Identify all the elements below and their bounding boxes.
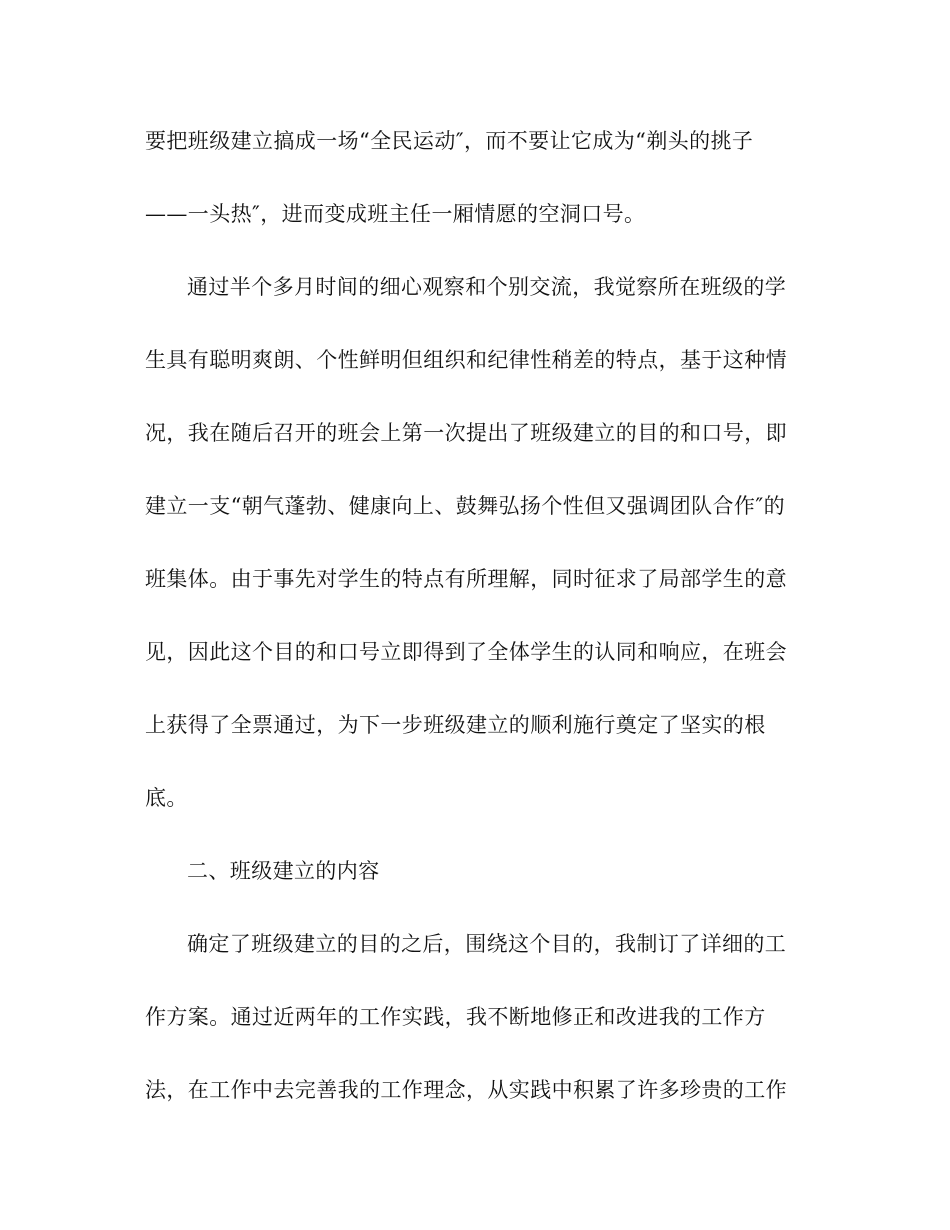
text-line: 建立一支“朝气蓬勃、健康向上、鼓舞弘扬个性但又强调团队合作″的 xyxy=(145,494,785,518)
text-line: 况，我在随后召开的班会上第一次提出了班级建立的目的和口号，即 xyxy=(145,421,787,445)
text-line: 作方案。通过近两年的工作实践，我不断地修正和改进我的工作方 xyxy=(145,1005,766,1029)
text-line: 班集体。由于事先对学生的特点有所理解，同时征求了局部学生的意 xyxy=(145,567,787,591)
paragraph-start-line: 通过半个多月时间的细心观察和个别交流，我觉察所在班级的学 xyxy=(187,275,787,299)
paragraph-start-line: 确定了班级建立的目的之后，围绕这个目的，我制订了详细的工 xyxy=(187,932,787,956)
text-line: 底。 xyxy=(145,786,188,810)
section-heading: 二、班级建立的内容 xyxy=(187,859,380,883)
text-line: 生具有聪明爽朗、个性鲜明但组织和纪律性稍差的特点，基于这种情 xyxy=(145,348,787,372)
text-line: 法，在工作中去完善我的工作理念，从实践中积累了许多珍贵的工作 xyxy=(145,1078,787,1102)
text-line: ——一头热″，进而变成班主任一厢情愿的空洞口号。 xyxy=(145,202,646,226)
text-line: 上获得了全票通过，为下一步班级建立的顺利施行奠定了坚实的根 xyxy=(145,713,766,737)
text-line: 见，因此这个目的和口号立即得到了全体学生的认同和响应，在班会 xyxy=(145,640,787,664)
text-line: 要把班级建立搞成一场“全民运动″，而不要让它成为“剃头的挑子 xyxy=(145,129,754,153)
